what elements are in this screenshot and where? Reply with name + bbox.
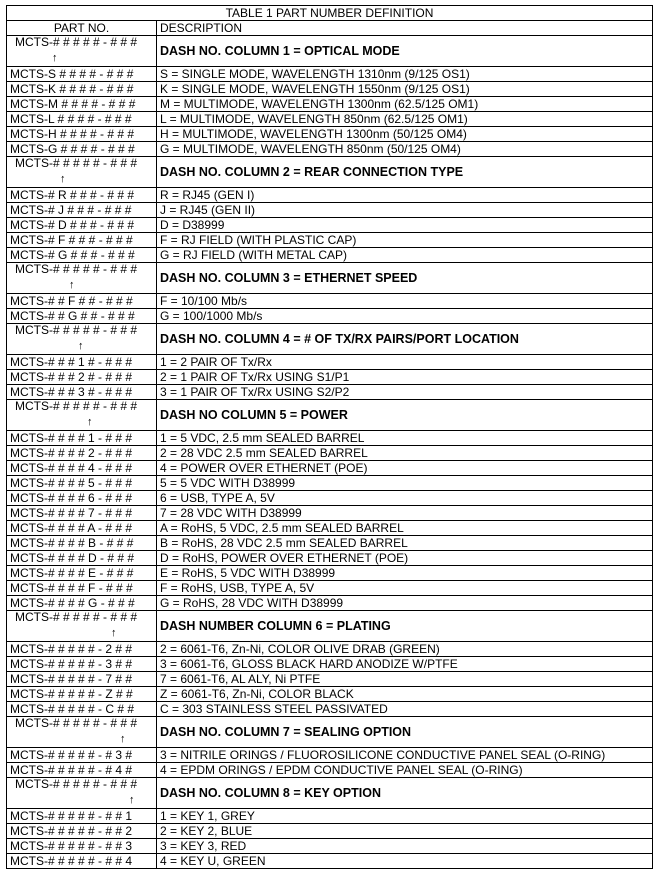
description-cell: R = RJ45 (GEN I) bbox=[157, 188, 653, 203]
section-pattern: MCTS-# # # # # - # # # bbox=[15, 35, 138, 49]
table-row bbox=[7, 824, 653, 839]
table-row bbox=[7, 97, 653, 112]
description-cell: 6 = USB, TYPE A, 5V bbox=[157, 491, 653, 506]
table-title-row bbox=[7, 6, 653, 21]
description-cell: 1 = 5 VDC, 2.5 mm SEALED BARREL bbox=[157, 431, 653, 446]
table-row bbox=[7, 233, 653, 248]
table-row bbox=[7, 581, 653, 596]
table-row bbox=[7, 702, 653, 717]
description-cell: 2 = 6061-T6, Zn-Ni, COLOR OLIVE DRAB (GREEN) bbox=[157, 642, 653, 657]
table-row bbox=[7, 355, 653, 370]
part-number-cell: MCTS-# # # # B - # # # bbox=[7, 536, 157, 551]
part-number-cell: MCTS-# # # # G - # # # bbox=[7, 596, 157, 611]
table-body bbox=[7, 36, 653, 869]
description-cell: H = MULTIMODE, WAVELENGTH 1300nm (50/125 OM4) bbox=[157, 127, 653, 142]
table-row bbox=[7, 248, 653, 263]
part-number-cell: MCTS-# # # # 1 - # # # bbox=[7, 431, 157, 446]
description-cell: F = RoHS, USB, TYPE A, 5V bbox=[157, 581, 653, 596]
part-number-cell: MCTS-# # # # # - Z # # bbox=[7, 687, 157, 702]
part-number-cell: MCTS-# # # # 6 - # # # bbox=[7, 491, 157, 506]
section-pattern: MCTS-# # # # # - # # # bbox=[15, 323, 138, 337]
part-number-cell: MCTS-G # # # # - # # # bbox=[7, 142, 157, 157]
part-number-cell: MCTS-K # # # # - # # # bbox=[7, 82, 157, 97]
part-number-cell: MCTS-H # # # # - # # # bbox=[7, 127, 157, 142]
table-row bbox=[7, 687, 653, 702]
column-header-row bbox=[7, 21, 653, 36]
section-header-row bbox=[7, 400, 653, 431]
description-cell: 1 = KEY 1, GREY bbox=[157, 809, 653, 824]
part-number-table bbox=[6, 5, 653, 869]
up-arrow-icon: ↑ bbox=[120, 733, 126, 745]
description-cell: B = RoHS, 28 VDC 2.5 mm SEALED BARREL bbox=[157, 536, 653, 551]
table-row bbox=[7, 521, 653, 536]
description-cell: 1 = 2 PAIR OF Tx/Rx bbox=[157, 355, 653, 370]
part-number-cell: MCTS-# # # # 2 - # # # bbox=[7, 446, 157, 461]
section-pattern-cell bbox=[7, 324, 157, 355]
table-row bbox=[7, 596, 653, 611]
section-pattern: MCTS-# # # # # - # # # bbox=[15, 610, 138, 624]
table-row bbox=[7, 491, 653, 506]
table-row bbox=[7, 188, 653, 203]
description-cell: 2 = 1 PAIR OF Tx/Rx USING S1/P1 bbox=[157, 370, 653, 385]
part-number-cell: MCTS-# # # # # - 3 # # bbox=[7, 657, 157, 672]
table-row bbox=[7, 809, 653, 824]
part-number-cell: MCTS-# # # # 4 - # # # bbox=[7, 461, 157, 476]
description-cell: 4 = POWER OVER ETHERNET (POE) bbox=[157, 461, 653, 476]
description-cell: A = RoHS, 5 VDC, 2.5 mm SEALED BARREL bbox=[157, 521, 653, 536]
section-heading: DASH NO. COLUMN 1 = OPTICAL MODE bbox=[157, 36, 653, 67]
up-arrow-icon: ↑ bbox=[87, 416, 93, 428]
part-number-cell: MCTS-# # # 1 # - # # # bbox=[7, 355, 157, 370]
description-cell: 3 = 6061-T6, GLOSS BLACK HARD ANODIZE W/PTFE bbox=[157, 657, 653, 672]
section-heading: DASH NO. COLUMN 8 = KEY OPTION bbox=[157, 778, 653, 809]
section-header-row bbox=[7, 778, 653, 809]
table-row bbox=[7, 112, 653, 127]
part-number-cell: MCTS-# # # # # - # # 3 bbox=[7, 839, 157, 854]
section-pattern: MCTS-# # # # # - # # # bbox=[15, 716, 138, 730]
section-header-row bbox=[7, 717, 653, 748]
description-cell: G = RoHS, 28 VDC WITH D38999 bbox=[157, 596, 653, 611]
part-number-cell: MCTS-# G # # # - # # # bbox=[7, 248, 157, 263]
description-cell: J = RJ45 (GEN II) bbox=[157, 203, 653, 218]
table-row bbox=[7, 506, 653, 521]
description-cell: 3 = KEY 3, RED bbox=[157, 839, 653, 854]
section-pattern-cell bbox=[7, 717, 157, 748]
part-number-cell: MCTS-# # # # D - # # # bbox=[7, 551, 157, 566]
description-cell: 3 = 1 PAIR OF Tx/Rx USING S2/P2 bbox=[157, 385, 653, 400]
section-heading: DASH NO. COLUMN 4 = # OF TX/RX PAIRS/PORT LOCATION bbox=[157, 324, 653, 355]
table-row bbox=[7, 385, 653, 400]
section-header-row bbox=[7, 611, 653, 642]
part-number-cell: MCTS-# # # # # - # # 1 bbox=[7, 809, 157, 824]
section-pattern-cell bbox=[7, 778, 157, 809]
table-row bbox=[7, 142, 653, 157]
part-number-cell: MCTS-# # # # # - C # # bbox=[7, 702, 157, 717]
description-cell: Z = 6061-T6, Zn-Ni, COLOR BLACK bbox=[157, 687, 653, 702]
section-pattern: MCTS-# # # # # - # # # bbox=[15, 156, 138, 170]
part-number-cell: MCTS-# # # # F - # # # bbox=[7, 581, 157, 596]
part-number-cell: MCTS-# # F # # - # # # bbox=[7, 294, 157, 309]
section-heading: DASH NO. COLUMN 2 = REAR CONNECTION TYPE bbox=[157, 157, 653, 188]
table-row bbox=[7, 127, 653, 142]
section-heading: DASH NUMBER COLUMN 6 = PLATING bbox=[157, 611, 653, 642]
table-row bbox=[7, 551, 653, 566]
section-pattern: MCTS-# # # # # - # # # bbox=[15, 262, 138, 276]
part-number-cell: MCTS-# # # # E - # # # bbox=[7, 566, 157, 581]
part-number-cell: MCTS-# # # 3 # - # # # bbox=[7, 385, 157, 400]
table-row bbox=[7, 218, 653, 233]
table-row bbox=[7, 431, 653, 446]
table-row bbox=[7, 839, 653, 854]
part-number-cell: MCTS-# # # # # - # 4 # bbox=[7, 763, 157, 778]
section-heading: DASH NO COLUMN 5 = POWER bbox=[157, 400, 653, 431]
section-pattern: MCTS-# # # # # - # # # bbox=[15, 399, 138, 413]
description-cell: S = SINGLE MODE, WAVELENGTH 1310nm (9/125 OS1) bbox=[157, 67, 653, 82]
table-row bbox=[7, 657, 653, 672]
part-number-cell: MCTS-# D # # # - # # # bbox=[7, 218, 157, 233]
part-number-cell: MCTS-# # # # 5 - # # # bbox=[7, 476, 157, 491]
description-cell: 4 = EPDM ORINGS / EPDM CONDUCTIVE PANEL SEAL (O-RING) bbox=[157, 763, 653, 778]
description-cell: G = RJ FIELD (WITH METAL CAP) bbox=[157, 248, 653, 263]
table-row bbox=[7, 294, 653, 309]
part-number-cell: MCTS-# # G # # - # # # bbox=[7, 309, 157, 324]
part-number-cell: MCTS-# # # # A - # # # bbox=[7, 521, 157, 536]
table-row bbox=[7, 370, 653, 385]
table-row bbox=[7, 203, 653, 218]
part-number-cell: MCTS-# # # # 7 - # # # bbox=[7, 506, 157, 521]
up-arrow-icon: ↑ bbox=[60, 173, 66, 185]
description-cell: G = 100/1000 Mb/s bbox=[157, 309, 653, 324]
up-arrow-icon: ↑ bbox=[52, 52, 58, 64]
part-number-cell: MCTS-# J # # # - # # # bbox=[7, 203, 157, 218]
description-cell: G = MULTIMODE, WAVELENGTH 850nm (50/125 OM4) bbox=[157, 142, 653, 157]
section-header-row bbox=[7, 263, 653, 294]
description-cell: 5 = 5 VDC WITH D38999 bbox=[157, 476, 653, 491]
up-arrow-icon: ↑ bbox=[69, 279, 75, 291]
section-header-row bbox=[7, 324, 653, 355]
part-number-cell: MCTS-L # # # # - # # # bbox=[7, 112, 157, 127]
part-number-cell: MCTS-S # # # # - # # # bbox=[7, 67, 157, 82]
section-pattern: MCTS-# # # # # - # # # bbox=[15, 777, 138, 791]
table-row bbox=[7, 536, 653, 551]
description-cell: 2 = KEY 2, BLUE bbox=[157, 824, 653, 839]
description-cell: 7 = 6061-T6, AL ALY, Ni PTFE bbox=[157, 672, 653, 687]
section-header-row bbox=[7, 36, 653, 67]
description-cell: 2 = 28 VDC 2.5 mm SEALED BARREL bbox=[157, 446, 653, 461]
table-row bbox=[7, 642, 653, 657]
description-cell: 7 = 28 VDC WITH D38999 bbox=[157, 506, 653, 521]
description-cell: E = RoHS, 5 VDC WITH D38999 bbox=[157, 566, 653, 581]
column-header-part-no: PART NO. bbox=[7, 21, 157, 36]
section-pattern-cell bbox=[7, 263, 157, 294]
part-number-cell: MCTS-# R # # # - # # # bbox=[7, 188, 157, 203]
table-row bbox=[7, 461, 653, 476]
table-row bbox=[7, 476, 653, 491]
description-cell: D = RoHS, POWER OVER ETHERNET (POE) bbox=[157, 551, 653, 566]
table-row bbox=[7, 309, 653, 324]
description-cell: F = RJ FIELD (WITH PLASTIC CAP) bbox=[157, 233, 653, 248]
description-cell: L = MULTIMODE, WAVELENGTH 850nm (62.5/125 OM1) bbox=[157, 112, 653, 127]
column-header-description: DESCRIPTION bbox=[157, 21, 653, 36]
part-number-cell: MCTS-M # # # # - # # # bbox=[7, 97, 157, 112]
part-number-cell: MCTS-# # # 2 # - # # # bbox=[7, 370, 157, 385]
table-row bbox=[7, 82, 653, 97]
section-pattern-cell bbox=[7, 611, 157, 642]
table-row bbox=[7, 763, 653, 778]
table-row bbox=[7, 748, 653, 763]
up-arrow-icon: ↑ bbox=[129, 794, 135, 806]
part-number-cell: MCTS-# # # # # - 7 # # bbox=[7, 672, 157, 687]
up-arrow-icon: ↑ bbox=[111, 627, 117, 639]
table-row bbox=[7, 566, 653, 581]
part-number-cell: MCTS-# # # # # - # # 2 bbox=[7, 824, 157, 839]
part-number-cell: MCTS-# # # # # - 2 # # bbox=[7, 642, 157, 657]
description-cell: C = 303 STAINLESS STEEL PASSIVATED bbox=[157, 702, 653, 717]
description-cell: M = MULTIMODE, WAVELENGTH 1300nm (62.5/125 OM1) bbox=[157, 97, 653, 112]
section-heading: DASH NO. COLUMN 3 = ETHERNET SPEED bbox=[157, 263, 653, 294]
description-cell: D = D38999 bbox=[157, 218, 653, 233]
description-cell: 3 = NITRILE ORINGS / FLUOROSILICONE CONDUCTIVE PANEL SEAL (O-RING) bbox=[157, 748, 653, 763]
section-pattern-cell bbox=[7, 400, 157, 431]
table-row bbox=[7, 672, 653, 687]
section-header-row bbox=[7, 157, 653, 188]
up-arrow-icon: ↑ bbox=[78, 340, 84, 352]
description-cell: K = SINGLE MODE, WAVELENGTH 1550nm (9/125 OS1) bbox=[157, 82, 653, 97]
table-title: TABLE 1 PART NUMBER DEFINITION bbox=[7, 6, 653, 21]
part-number-cell: MCTS-# # # # # - # # 4 bbox=[7, 854, 157, 869]
table-row bbox=[7, 446, 653, 461]
part-number-cell: MCTS-# # # # # - # 3 # bbox=[7, 748, 157, 763]
table-row bbox=[7, 854, 653, 869]
section-pattern-cell bbox=[7, 157, 157, 188]
description-cell: 4 = KEY U, GREEN bbox=[157, 854, 653, 869]
description-cell: F = 10/100 Mb/s bbox=[157, 294, 653, 309]
section-heading: DASH NO. COLUMN 7 = SEALING OPTION bbox=[157, 717, 653, 748]
section-pattern-cell bbox=[7, 36, 157, 67]
part-number-cell: MCTS-# F # # # - # # # bbox=[7, 233, 157, 248]
table-row bbox=[7, 67, 653, 82]
